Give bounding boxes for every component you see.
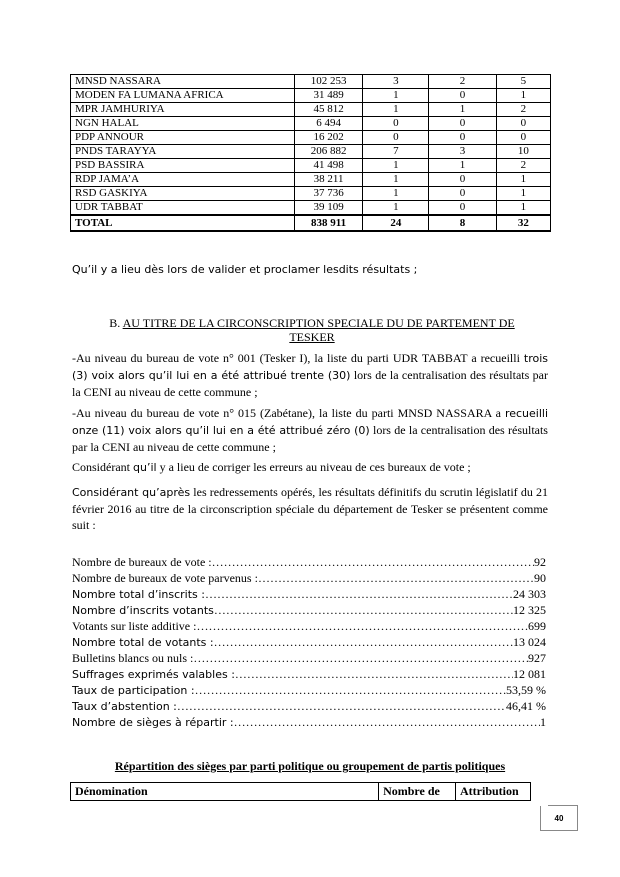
dot-leader [205,586,513,602]
summary-value: 13 024 [513,635,546,649]
table-row [71,201,551,216]
summary-value: 46,41 % [506,699,546,713]
cell-name: MPR JAMHURIYA [71,103,295,117]
cell-s1: 3 [363,75,429,89]
para1-part-c: lors de la centralisation des résultats par la CENI au niveau de cette commune ; [72,368,548,399]
cell-s2: 0 [429,89,496,103]
para4-part-b: les redressements opérés, les résultats définitifs du scrutin législatif du 21 février 2016 au titre de la circonscription spéciale du département de Tesker se présentent comme suit : [72,485,549,532]
cell-name: MNSD NASSARA [71,75,295,89]
cell-s3: 5 [496,75,550,89]
summary-row [72,618,546,634]
cell-name: RDP JAMA’A [71,173,295,187]
cell-voix: 38 211 [294,173,362,187]
cell-voix: 206 882 [294,145,362,159]
cell-name: TOTAL [71,215,295,231]
cell-name: MODEN FA LUMANA AFRICA [71,89,295,103]
cell-s1: 1 [363,187,429,201]
summary-row [72,666,546,682]
results-table [70,74,551,232]
cell-voix: 39 109 [294,201,362,216]
dot-leader [195,682,506,698]
summary-row [72,650,546,666]
summary-row [72,698,546,714]
cell-s1: 1 [363,173,429,187]
cell-s2: 0 [429,131,496,145]
summary-row [72,714,546,730]
dot-leader [235,666,513,682]
repartition-header-row [71,783,531,801]
summary-row [72,682,546,698]
para4-part-a: Considérant qu’après [72,486,191,499]
cell-voix: 45 812 [294,103,362,117]
cell-s1: 1 [363,159,429,173]
paragraph-zabetane-mnsd [72,405,548,455]
summary-value: 90 [534,571,546,585]
para1-part-a: -Au niveau du bureau de vote n° 001 (Tesker I), la liste du parti UDR TABBAT a recueilli [72,351,524,365]
cell-voix: 16 202 [294,131,362,145]
table-row [71,187,551,201]
para2-part-b: recueilli onze (11) voix alors qu’il lui en a été attribué zéro (0) [72,407,548,437]
cell-s1: 0 [363,131,429,145]
cell-s3: 1 [496,187,550,201]
table-row [71,173,551,187]
para3-part-a: Considérant [72,460,133,474]
cell-voix: 31 489 [294,89,362,103]
dot-leader [214,634,513,650]
cell-voix: 6 494 [294,117,362,131]
summary-value: 24 303 [513,587,546,601]
summary-row [72,554,546,570]
cell-name: NGN HALAL [71,117,295,131]
cell-s3: 10 [496,145,550,159]
section-b-title: AU TITRE DE LA CIRCONSCRIPTION SPECIALE DU DE PARTEMENT DE TESKER [122,316,515,344]
summary-value: 699 [528,619,546,633]
cell-voix: 37 736 [294,187,362,201]
col-nombre: Nombre de [379,783,456,801]
cell-s2: 0 [429,117,496,131]
summary-value: 92 [534,555,546,569]
para3-part-c: y a lieu de corriger les erreurs au niveau de ces bureaux de vote ; [156,460,471,474]
dot-leader [214,602,513,618]
cell-s2: 1 [429,103,496,117]
cell-s1: 1 [363,201,429,216]
cell-s3: 1 [496,173,550,187]
cell-s3: 32 [496,215,550,231]
paragraph-resultats-definitifs [72,484,548,533]
summary-label: Nombre de bureaux de vote parvenus : [72,571,258,585]
cell-s2: 3 [429,145,496,159]
repartition-title: Répartition des sièges par parti politique ou groupement de partis politiques [114,759,506,773]
cell-name: PDP ANNOUR [71,131,295,145]
summary-label: Taux de participation : [72,684,195,697]
repartition-table [70,782,531,801]
cell-s2: 0 [429,173,496,187]
table-row [71,103,551,117]
para1-part-b: trois (3) voix alors qu’il lui en a été attribué trente (30) [72,352,548,382]
cell-s1: 7 [363,145,429,159]
summary-label: Nombre de sièges à répartir : [72,716,234,729]
cell-s3: 0 [496,117,550,131]
summary-row [72,602,546,618]
table-row [71,159,551,173]
table-row [71,75,551,89]
summary-label: Nombre total d’inscrits : [72,588,205,601]
dot-leader [193,650,528,666]
cell-voix: 102 253 [294,75,362,89]
cell-s2: 0 [429,187,496,201]
paragraph-tesker-udr [72,350,548,400]
cell-s3: 1 [496,201,550,216]
dot-leader [196,618,528,634]
cell-s1: 1 [363,103,429,117]
summary-label: Taux d’abstention : [72,700,177,713]
summary-label: Nombre d’inscrits votants [72,604,214,617]
table-row [71,89,551,103]
para3-part-b: qu’il [133,461,157,474]
section-b-prefix: B. [109,316,123,330]
summary-row [72,570,546,586]
table-row [71,131,551,145]
cell-name: PSD BASSIRA [71,159,295,173]
cell-name: UDR TABBAT [71,201,295,216]
lieu-valider-text: Qu’il y a lieu dès lors de valider et proclamer lesdits résultats ; [72,263,418,276]
summary-label: Votants sur liste additive : [72,619,197,633]
cell-s2: 8 [429,215,496,231]
table-row [71,117,551,131]
results-summary [72,554,546,730]
cell-s1: 1 [363,89,429,103]
cell-s3: 0 [496,131,550,145]
cell-s2: 1 [429,159,496,173]
summary-label: Bulletins blancs ou nuls : [72,651,194,665]
section-b-heading [92,316,532,344]
summary-label: Suffrages exprimés valables : [72,668,235,681]
dot-leader [234,714,540,730]
summary-label: Nombre de bureaux de vote : [72,555,212,569]
para2-part-c: lors de la centralisation des résultats par la CENI au niveau de cette commune ; [72,423,548,454]
page-number: 40 [540,806,578,831]
cell-name: PNDS TARAYYA [71,145,295,159]
cell-s1: 24 [363,215,429,231]
table-total-row [71,215,551,231]
summary-row [72,634,546,650]
paragraph-corriger [72,459,548,476]
cell-voix: 41 498 [294,159,362,173]
cell-s2: 0 [429,201,496,216]
summary-value: 12 081 [513,667,546,681]
cell-name: RSD GASKIYA [71,187,295,201]
dot-leader [177,698,506,714]
cell-s3: 2 [496,159,550,173]
cell-s2: 2 [429,75,496,89]
col-denomination: Dénomination [71,783,379,801]
cell-s3: 2 [496,103,550,117]
summary-row [72,586,546,602]
table-row [71,145,551,159]
dot-leader [212,554,534,570]
summary-label: Nombre total de votants : [72,636,214,649]
cell-voix: 838 911 [294,215,362,231]
summary-value: 53,59 % [506,683,546,697]
cell-s3: 1 [496,89,550,103]
dot-leader [258,570,534,586]
col-attribution: Attribution [456,783,531,801]
summary-value: 12 325 [513,603,546,617]
summary-value: 927 [528,651,546,665]
summary-value: 1 [540,715,546,729]
cell-s1: 0 [363,117,429,131]
para2-part-a: -Au niveau du bureau de vote n° 015 (Zabétane), la liste du parti MNSD NASSARA a [72,406,505,420]
